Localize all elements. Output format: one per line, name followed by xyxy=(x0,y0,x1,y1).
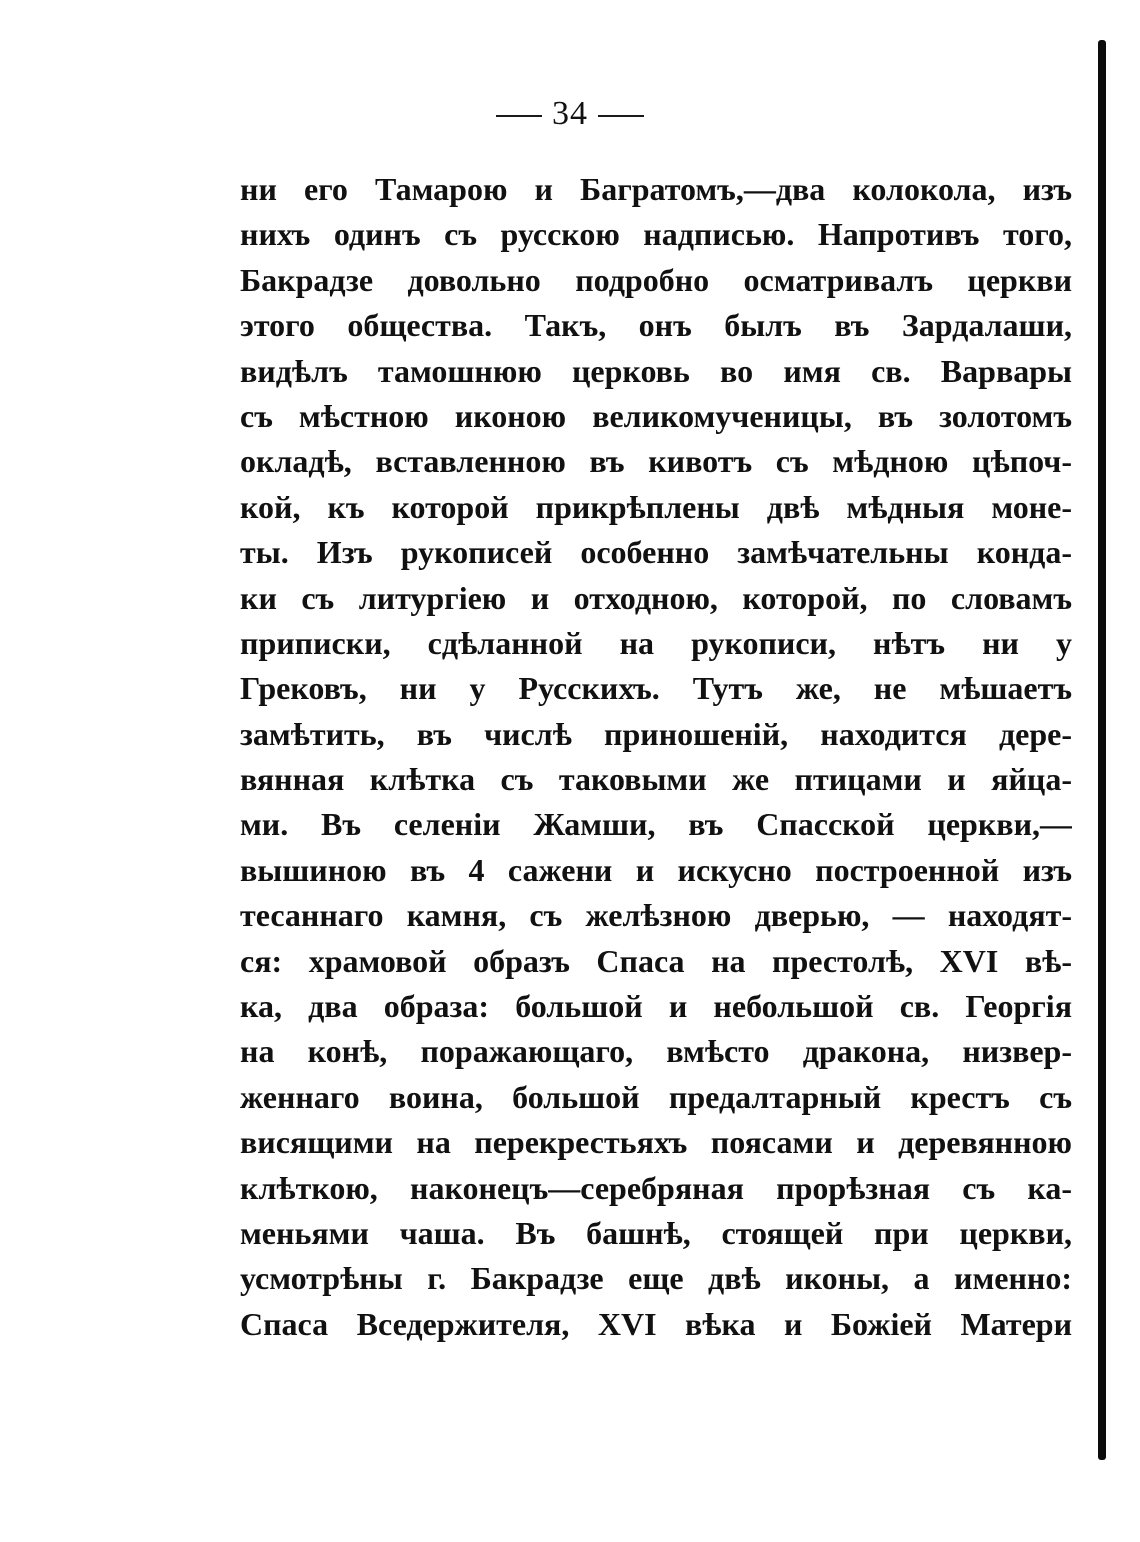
text-line: съ мѣстною иконою великомученицы, въ золотомъ xyxy=(240,397,1072,434)
page-number xyxy=(0,92,1140,136)
text-line: ки съ литургіею и отходною, которой, по словамъ xyxy=(240,579,1072,616)
text-line: висящими на перекрестьяхъ поясами и деревянною xyxy=(240,1124,1072,1161)
right-dash-ornament xyxy=(598,115,644,117)
left-dash-ornament xyxy=(496,115,542,117)
text-line: тесаннаго камня, съ желѣзною дверью, — находят- xyxy=(240,897,1072,934)
text-line: ми. Въ селеніи Жамши, въ Спасской церкви,— xyxy=(240,806,1072,843)
text-line: вышиною въ 4 сажени и искусно построенной изъ xyxy=(240,851,1072,888)
text-line: Спаса Вседержителя, XVI вѣка и Божіей Матери xyxy=(240,1305,1072,1342)
text-line: Бакрадзе довольно подробно осматривалъ церкви xyxy=(240,261,1072,298)
body-text xyxy=(240,167,1072,1347)
text-line: на конѣ, поражающаго, вмѣсто дракона, низвер- xyxy=(240,1033,1072,1070)
text-line: кой, къ которой прикрѣплены двѣ мѣдныя моне- xyxy=(240,488,1072,525)
text-line: вянная клѣтка съ таковыми же птицами и яйца- xyxy=(240,761,1072,798)
text-line: ся: храмовой образъ Спаса на престолѣ, XVI вѣ- xyxy=(240,942,1072,979)
text-line: ни его Тамарою и Багратомъ,—два колокола, изъ xyxy=(240,171,1072,207)
text-line: женнаго воина, большой предалтарный крестъ съ xyxy=(240,1078,1072,1115)
text-line: этого общества. Такъ, онъ былъ въ Зардалаши, xyxy=(240,307,1072,344)
text-line: окладѣ, вставленною въ кивотъ съ мѣдною цѣпоч- xyxy=(240,443,1072,480)
text-line: усмотрѣны г. Бакрадзе еще двѣ иконы, а именно: xyxy=(240,1260,1072,1297)
text-line: приписки, сдѣланной на рукописи, нѣтъ ни у xyxy=(240,624,1072,661)
text-line: ка, два образа: большой и небольшой св. Георгія xyxy=(240,988,1072,1025)
text-line: меньями чаша. Въ башнѣ, стоящей при церкви, xyxy=(240,1214,1072,1251)
page-number-value: 34 xyxy=(552,95,588,132)
text-line: клѣткою, наконецъ—серебряная прорѣзная съ ка- xyxy=(240,1169,1072,1206)
text-line: Грековъ, ни у Русскихъ. Тутъ же, не мѣшаетъ xyxy=(240,670,1072,707)
scan-edge-shadow xyxy=(1098,40,1106,1460)
text-line: ты. Изъ рукописей особенно замѣчательны конда- xyxy=(240,534,1072,571)
text-line: замѣтить, въ числѣ приношеній, находится дере- xyxy=(240,715,1072,752)
text-line: нихъ одинъ съ русскою надписью. Напротивъ того, xyxy=(240,216,1072,253)
text-line: видѣлъ тамошнюю церковь во имя св. Варвары xyxy=(240,352,1072,389)
